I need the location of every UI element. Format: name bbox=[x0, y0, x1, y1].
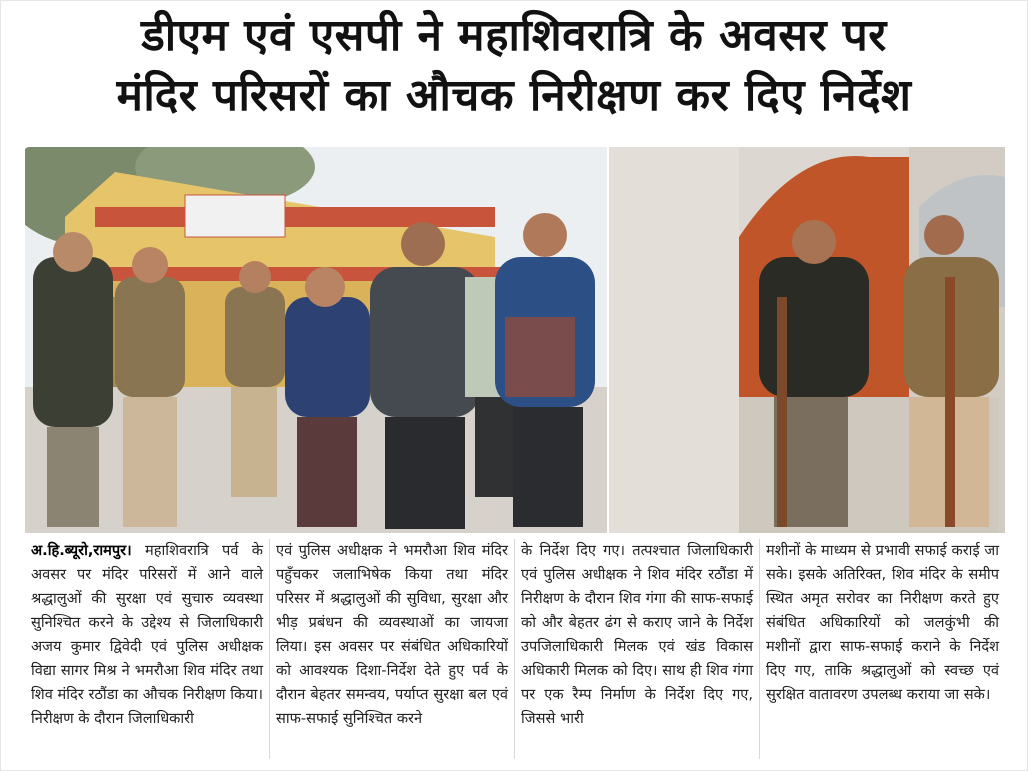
dateline: अ.हि.ब्यूरो,रामपुर। bbox=[31, 542, 132, 559]
headline-line-2: मंदिर परिसरों का औचक निरीक्षण कर दिए निर्देश bbox=[116, 70, 912, 121]
article-column-4-text: मशीनों के माध्यम से प्रभावी सफाई कराई जा सके। इसके अतिरिक्त, शिव मंदिर के समीप स्थित अमृत सरोवर का निरीक्षण करते हुए संबंधित अधिकारियों को जलकुंभी की मशीनों द्वारा साफ-सफाई कराने के निर्देश दिए गए, ताकि श्रद्धालुओं को स्वच्छ एवं सुरक्षित वातावरण उपलब्ध कराया जा सके। bbox=[766, 542, 999, 703]
article-column-2-text: एवं पुलिस अधीक्षक ने भमरौआ शिव मंदिर पहुँचकर जलाभिषेक किया तथा मंदिर परिसर में श्रद्धालुओं की सुविधा, सुरक्षा और भीड़ प्रबंधन की व्यवस्थाओं का जायजा लिया। इस अवसर पर संबंधित अधिकारियों को आवश्यक दिशा-निर्देश देते हुए पर्व के दौरान बेहतर समन्वय, पर्याप्त सुरक्षा बल एवं साफ-सफाई सुनिश्चित करने bbox=[276, 542, 508, 727]
headline bbox=[15, 7, 1013, 135]
article-column-1 bbox=[25, 539, 270, 759]
article-column-3-text: के निर्देश दिए गए। तत्पश्चात जिलाधिकारी एवं पुलिस अधीक्षक ने शिव मंदिर रठौंडा में निरीक्षण के दौरान शिव गंगा की साफ-सफाई को और बेहतर ढंग से कराए जाने के निर्देश उपजिलाधिकारी मिलक एवं खंड विकास अधिकारी मिलक को दिए। साथ ही शिव गंगा पर एक रैम्प निर्माण के निर्देश दिए गए, जिससे भारी bbox=[521, 542, 753, 727]
photo-temple-gate bbox=[609, 147, 1005, 533]
photo-officials-inspection bbox=[25, 147, 607, 533]
headline-line-1: डीएम एवं एसपी ने महाशिवरात्रि के अवसर पर bbox=[141, 10, 887, 61]
article-column-3 bbox=[515, 539, 760, 759]
article-column-1-text: महाशिवरात्रि पर्व के अवसर पर मंदिर परिसरों में आने वाले श्रद्धालुओं की सुरक्षा एवं सुचारु व्यवस्था सुनिश्चित करने के उद्देश्य से जिलाधिकारी अजय कुमार द्विवेदी एवं पुलिस अधीक्षक विद्या सागर मिश्र ने भमरौआ शिव मंदिर तथा शिव मंदिर रठौंडा का औचक निरीक्षण किया। निरीक्षण के दौरान जिलाधिकारी bbox=[31, 542, 263, 727]
article-column-4 bbox=[760, 539, 1005, 759]
article-column-2 bbox=[270, 539, 515, 759]
article-body bbox=[25, 539, 1005, 759]
